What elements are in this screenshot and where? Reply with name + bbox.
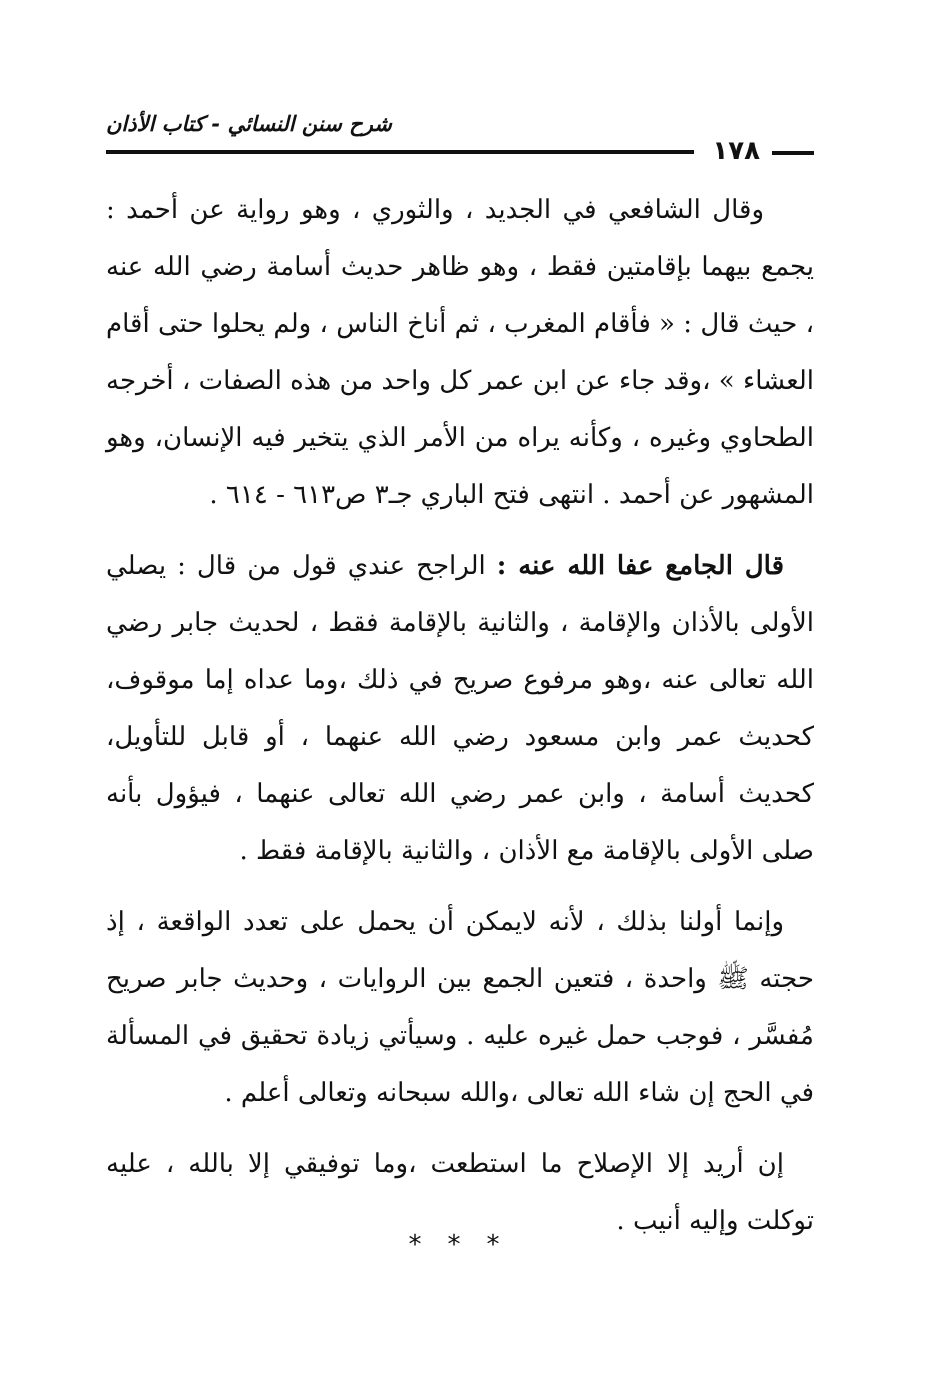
page-number-dash (772, 151, 814, 155)
paragraph-4-text: إن أريد إلا الإصلاح ما استطعت ،وما توفيقي إلا بالله ، عليه توكلت وإليه أنيب . (106, 1149, 814, 1236)
running-title: شرح سنن النسائي - كتاب الأذان (106, 112, 392, 136)
page-body (106, 182, 814, 1264)
page-number: ١٧٨ (712, 136, 760, 166)
section-divider: *** (408, 1230, 526, 1260)
paragraph-1 (106, 182, 814, 524)
paragraph-3 (106, 894, 814, 1122)
header-rule (106, 150, 694, 154)
paragraph-2-lead: قال الجامع عفا الله عنه : (496, 551, 785, 581)
page-header (106, 112, 814, 172)
paragraph-2-text: الراجح عندي قول من قال : يصلي الأولى بالأذان والإقامة ، والثانية بالإقامة فقط ، لحديث جابر رضي الله تعالى عنه ،وهو مرفوع صريح في ذلك ،وما عداه إما موقوف، كحديث عمر وابن مسعود رضي الله عنهما ، أو قابل للتأويل، كحديث أسامة ، وابن عمر رضي الله تعالى عنهما ، فيؤول بأنه صلى الأولى بالإقامة مع الأذان ، والثانية بالإقامة فقط . (106, 551, 814, 866)
paragraph-1-text: وقال الشافعي في الجديد ، والثوري ، وهو رواية عن أحمد : يجمع بيهما بإقامتين فقط ، وهو ظاهر حديث أسامة رضي الله عنه ، حيث قال : « فأقام المغرب ، ثم أناخ الناس ، ولم يحلوا حتى أقام العشاء » ،وقد جاء عن ابن عمر كل واحد من هذه الصفات ، أخرجه الطحاوي وغيره ، وكأنه يراه من الأمر الذي يتخير فيه الإنسان، وهو المشهور عن أحمد . انتهى فتح الباري جـ٣ ص٦١٣ - ٦١٤ . (106, 195, 814, 510)
paragraph-3-text: وإنما أولنا بذلك ، لأنه لايمكن أن يحمل على تعدد الواقعة ، إذ حجته ﷺ واحدة ، فتعين الجمع بين الروايات ، وحديث جابر صريح مُفسَّر ، فوجب حمل غيره عليه . وسيأتي زيادة تحقيق في المسألة في الحج إن شاء الله تعالى ،والله سبحانه وتعالى أعلم . (106, 907, 814, 1108)
paragraph-2 (106, 538, 814, 880)
